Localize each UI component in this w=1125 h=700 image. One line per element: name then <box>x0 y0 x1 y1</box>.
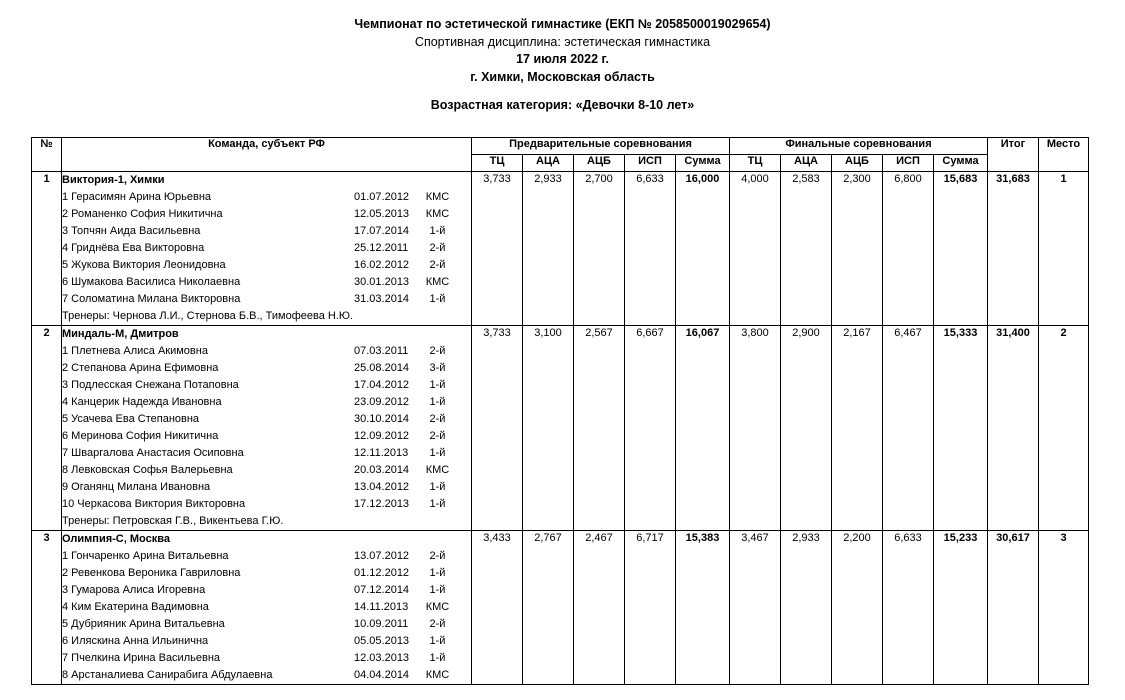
team-cell <box>62 171 472 325</box>
final-tc-cell: 3,467 <box>730 530 781 684</box>
prelim-tc-cell: 3,733 <box>472 171 523 325</box>
prelim-atsa-cell: 3,100 <box>523 325 574 530</box>
team-cell <box>62 530 472 684</box>
member-name: 4 Ким Екатерина Вадимовна <box>62 600 209 613</box>
member-rank: 1-й <box>429 224 446 237</box>
final-score-col-header: ТЦ <box>730 154 781 171</box>
prelim-sum-cell: 15,383 <box>676 530 730 684</box>
prelim-score-col-header: Сумма <box>676 154 730 171</box>
doc-title: Чемпионат по эстетической гимнастике (ЕКП № 2058500019029654) <box>354 17 771 31</box>
doc-discipline: Спортивная дисциплина: эстетическая гимнастика <box>414 34 711 49</box>
prelim-isp-cell: 6,717 <box>625 530 676 684</box>
col-header-team: Команда, субъект РФ <box>62 137 472 171</box>
member-birthdate: 07.03.2011 <box>354 344 409 357</box>
final-score-col-header: АЦБ <box>832 154 883 171</box>
final-atsb-cell: 2,300 <box>832 171 883 325</box>
document-header <box>0 0 1125 115</box>
col-header-final-group: Финальные соревнования <box>730 137 988 154</box>
member-name: 3 Подлесская Снежана Потаповна <box>62 378 239 391</box>
team-member <box>62 240 471 257</box>
final-tc-cell: 4,000 <box>730 171 781 325</box>
team-member <box>62 206 471 223</box>
prelim-sum-cell: 16,067 <box>676 325 730 530</box>
prelim-score-col-header: АЦБ <box>574 154 625 171</box>
team-number: 1 <box>32 171 62 325</box>
member-name: 2 Романенко София Никитична <box>62 207 223 220</box>
member-birthdate: 05.05.2013 <box>354 634 410 647</box>
final-isp-cell: 6,467 <box>883 325 934 530</box>
team-member <box>62 633 471 650</box>
member-name: 4 Канцерик Надежда Ивановна <box>62 395 222 408</box>
team-member <box>62 223 471 240</box>
member-name: 1 Плетнева Алиса Акимовна <box>62 344 208 357</box>
member-birthdate: 13.04.2012 <box>354 480 410 493</box>
team-member <box>62 360 471 377</box>
team-name: Миндаль-М, Дмитров <box>62 327 179 340</box>
team-member <box>62 565 471 582</box>
member-name: 4 Гриднёва Ева Викторовна <box>62 241 205 254</box>
member-name: 7 Шваргалова Анастасия Осиповна <box>62 446 244 459</box>
results-table <box>31 137 1089 685</box>
team-name: Виктория-1, Химки <box>62 173 165 186</box>
team-member <box>62 599 471 616</box>
member-name: 6 Иляскина Анна Ильинична <box>62 634 209 647</box>
place-cell: 2 <box>1039 325 1089 530</box>
prelim-atsb-cell: 2,567 <box>574 325 625 530</box>
member-rank: 1-й <box>429 395 446 408</box>
col-header-total: Итог <box>988 137 1039 171</box>
member-name: 3 Гумарова Алиса Игоревна <box>62 583 206 596</box>
member-birthdate: 01.12.2012 <box>354 566 410 579</box>
member-rank: КМС <box>425 207 450 220</box>
member-name: 8 Арстаналиева Санирабига Абдулаевна <box>62 668 273 681</box>
member-rank: КМС <box>425 668 450 681</box>
team-trainers: Тренеры: Петровская Г.В., Викентьева Г.Ю. <box>62 514 284 527</box>
team-member <box>62 496 471 513</box>
final-score-col-header: АЦА <box>781 154 832 171</box>
place-cell: 1 <box>1039 171 1089 325</box>
final-atsb-cell: 2,200 <box>832 530 883 684</box>
member-name: 2 Степанова Арина Ефимовна <box>62 361 219 374</box>
team-member <box>62 428 471 445</box>
team-member <box>62 667 471 684</box>
team-row <box>32 171 1089 325</box>
prelim-atsa-cell: 2,933 <box>523 171 574 325</box>
member-name: 2 Ревенкова Вероника Гавриловна <box>62 566 241 579</box>
member-name: 7 Пчелкина Ирина Васильевна <box>62 651 221 664</box>
member-birthdate: 25.08.2014 <box>354 361 410 374</box>
team-member <box>62 343 471 360</box>
member-rank: КМС <box>425 275 450 288</box>
member-birthdate: 14.11.2013 <box>354 600 409 613</box>
member-name: 5 Усачева Ева Степановна <box>62 412 200 425</box>
team-member <box>62 189 471 206</box>
doc-date: 17 июля 2022 г. <box>516 52 609 66</box>
member-rank: КМС <box>425 190 450 203</box>
member-rank: 1-й <box>429 378 446 391</box>
team-member <box>62 394 471 411</box>
col-header-place: Место <box>1039 137 1089 171</box>
member-rank: 1-й <box>429 651 446 664</box>
prelim-tc-cell: 3,733 <box>472 325 523 530</box>
prelim-tc-cell: 3,433 <box>472 530 523 684</box>
member-rank: 1-й <box>429 292 446 305</box>
member-birthdate: 17.07.2014 <box>354 224 410 237</box>
member-rank: 2-й <box>429 412 446 425</box>
doc-location: г. Химки, Московская область <box>470 69 655 84</box>
prelim-sum-cell: 16,000 <box>676 171 730 325</box>
prelim-isp-cell: 6,667 <box>625 325 676 530</box>
team-name: Олимпия-С, Москва <box>62 532 170 545</box>
team-cell <box>62 325 472 530</box>
member-name: 10 Черкасова Виктория Викторовна <box>62 497 246 510</box>
team-member <box>62 462 471 479</box>
team-member <box>62 274 471 291</box>
total-cell: 31,400 <box>988 325 1039 530</box>
member-name: 1 Герасимян Арина Юрьевна <box>62 190 212 203</box>
prelim-score-col-header: ТЦ <box>472 154 523 171</box>
member-name: 6 Шумакова Василиса Николаевна <box>62 275 241 288</box>
col-header-prelim-group: Предварительные соревнования <box>472 137 730 154</box>
member-birthdate: 23.09.2012 <box>354 395 410 408</box>
member-birthdate: 25.12.2011 <box>354 241 409 254</box>
team-member <box>62 479 471 496</box>
member-name: 1 Гончаренко Арина Витальевна <box>62 549 229 562</box>
member-name: 5 Жукова Виктория Леонидовна <box>62 258 226 271</box>
prelim-atsb-cell: 2,700 <box>574 171 625 325</box>
team-trainers: Тренеры: Чернова Л.И., Стернова Б.В., Тимофеева Н.Ю. <box>62 309 354 322</box>
member-birthdate: 07.12.2014 <box>354 583 410 596</box>
member-rank: 2-й <box>429 241 446 254</box>
final-isp-cell: 6,800 <box>883 171 934 325</box>
team-member <box>62 445 471 462</box>
member-rank: 1-й <box>429 446 446 459</box>
member-name: 9 Оганянц Милана Ивановна <box>62 480 211 493</box>
final-score-col-header: Сумма <box>934 154 988 171</box>
member-rank: 2-й <box>429 429 446 442</box>
final-isp-cell: 6,633 <box>883 530 934 684</box>
prelim-atsb-cell: 2,467 <box>574 530 625 684</box>
member-name: 7 Соломатина Милана Викторовна <box>62 292 241 305</box>
doc-age-category: Возрастная категория: «Девочки 8-10 лет» <box>430 98 695 112</box>
member-name: 3 Топчян Аида Васильевна <box>62 224 201 237</box>
member-rank: КМС <box>425 600 450 613</box>
team-number: 3 <box>32 530 62 684</box>
member-rank: КМС <box>425 463 450 476</box>
final-atsa-cell: 2,933 <box>781 530 832 684</box>
team-number: 2 <box>32 325 62 530</box>
member-birthdate: 12.03.2013 <box>354 651 410 664</box>
final-sum-cell: 15,233 <box>934 530 988 684</box>
member-birthdate: 12.09.2012 <box>354 429 410 442</box>
prelim-atsa-cell: 2,767 <box>523 530 574 684</box>
team-row <box>32 530 1089 684</box>
col-header-num: № <box>32 137 62 171</box>
prelim-isp-cell: 6,633 <box>625 171 676 325</box>
team-member <box>62 650 471 667</box>
member-birthdate: 04.04.2014 <box>354 668 410 681</box>
place-cell: 3 <box>1039 530 1089 684</box>
member-birthdate: 12.05.2013 <box>354 207 410 220</box>
final-sum-cell: 15,333 <box>934 325 988 530</box>
team-member <box>62 257 471 274</box>
prelim-score-col-header: ИСП <box>625 154 676 171</box>
final-atsa-cell: 2,900 <box>781 325 832 530</box>
member-rank: 1-й <box>429 634 446 647</box>
team-member <box>62 582 471 599</box>
team-member <box>62 291 471 308</box>
member-birthdate: 17.04.2012 <box>354 378 410 391</box>
member-rank: 3-й <box>429 361 446 374</box>
member-birthdate: 01.07.2012 <box>354 190 410 203</box>
member-rank: 2-й <box>429 549 446 562</box>
team-member <box>62 411 471 428</box>
member-rank: 2-й <box>429 617 446 630</box>
member-birthdate: 16.02.2012 <box>354 258 410 271</box>
member-name: 6 Меринова София Никитична <box>62 429 219 442</box>
team-member <box>62 616 471 633</box>
total-cell: 31,683 <box>988 171 1039 325</box>
member-rank: 1-й <box>429 480 446 493</box>
member-name: 5 Дубрияник Арина Витальевна <box>62 617 225 630</box>
total-cell: 30,617 <box>988 530 1039 684</box>
member-birthdate: 20.03.2014 <box>354 463 410 476</box>
final-atsb-cell: 2,167 <box>832 325 883 530</box>
team-member <box>62 377 471 394</box>
member-birthdate: 13.07.2012 <box>354 549 410 562</box>
member-birthdate: 17.12.2013 <box>354 497 410 510</box>
final-tc-cell: 3,800 <box>730 325 781 530</box>
final-atsa-cell: 2,583 <box>781 171 832 325</box>
team-row <box>32 325 1089 530</box>
final-sum-cell: 15,683 <box>934 171 988 325</box>
member-birthdate: 12.11.2013 <box>354 446 409 459</box>
member-birthdate: 30.01.2013 <box>354 275 410 288</box>
final-score-col-header: ИСП <box>883 154 934 171</box>
member-rank: 1-й <box>429 583 446 596</box>
header-row-groups <box>32 137 1089 154</box>
member-birthdate: 30.10.2014 <box>354 412 410 425</box>
member-rank: 2-й <box>429 344 446 357</box>
prelim-score-col-header: АЦА <box>523 154 574 171</box>
member-rank: 1-й <box>429 497 446 510</box>
member-birthdate: 10.09.2011 <box>354 617 409 630</box>
member-rank: 1-й <box>429 566 446 579</box>
team-member <box>62 548 471 565</box>
member-birthdate: 31.03.2014 <box>354 292 410 305</box>
member-name: 8 Левковская Софья Валерьевна <box>62 463 233 476</box>
member-rank: 2-й <box>429 258 446 271</box>
